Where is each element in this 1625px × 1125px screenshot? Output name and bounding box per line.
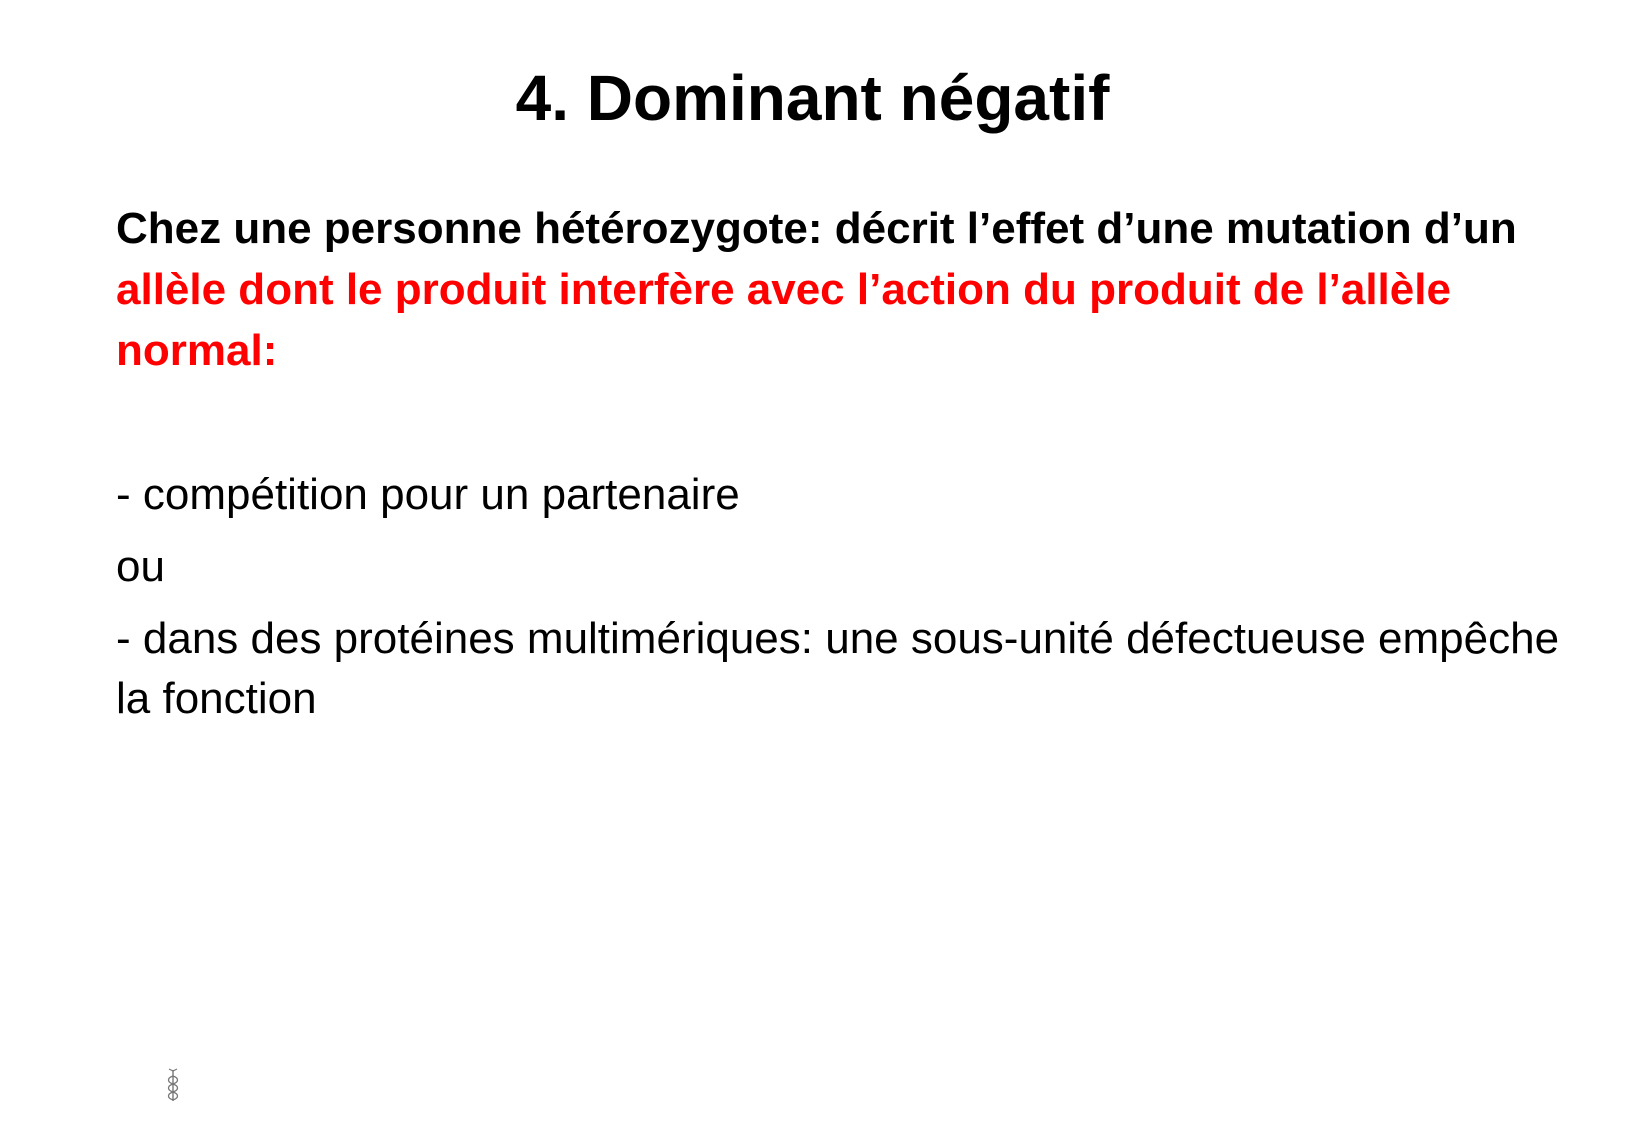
bullet-partner-competition: - compétition pour un partenaire <box>116 470 740 519</box>
bullet-multimeric-proteins: - dans des protéines multimériques: une sous-unité défectueuse empêche la fonction <box>116 614 1560 723</box>
connector-ou: ou <box>116 542 165 591</box>
definition-intro: Chez une personne hétérozygote: décrit l’effet d’une mutation d’un <box>116 204 1517 253</box>
caduceus-icon <box>164 1068 182 1102</box>
definition-text <box>116 198 1536 381</box>
definition-highlight: allèle dont le produit interfère avec l’action du produit de l’allèle normal: <box>116 265 1451 375</box>
slide-title: 4. Dominant négatif <box>515 62 1110 134</box>
bullet-list <box>116 465 1596 729</box>
